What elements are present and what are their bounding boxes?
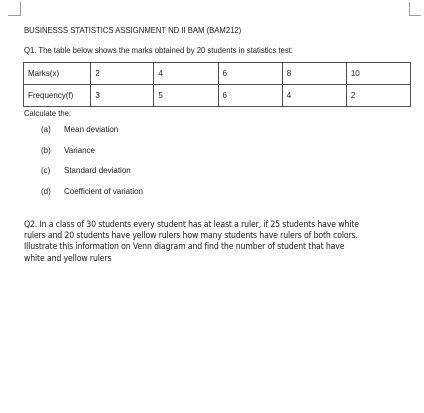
list-item-text: Mean deviation xyxy=(64,125,119,134)
table-cell: 10 xyxy=(346,63,410,85)
table-cell: 3 xyxy=(91,85,154,107)
marks-frequency-table xyxy=(23,62,411,107)
table-cell: 5 xyxy=(154,85,218,107)
paragraph-line: white and yellow rulers xyxy=(24,252,112,263)
table-row-frequency xyxy=(24,85,411,107)
task-list xyxy=(24,125,420,197)
table-cell: 6 xyxy=(218,85,282,107)
table-cell: 2 xyxy=(91,63,154,85)
crop-mark-top-left xyxy=(8,2,21,16)
list-item xyxy=(24,187,420,197)
table-cell: 8 xyxy=(282,63,346,85)
list-item-text: Coefficient of variation xyxy=(64,186,144,196)
list-item xyxy=(24,166,420,176)
list-item xyxy=(24,146,420,156)
calculate-instruction: Calculate the: xyxy=(24,109,72,118)
paragraph-line: Illustrate this information on Venn diagram and find the number of student that have xyxy=(24,241,345,252)
list-item xyxy=(24,125,420,135)
list-item-text: Standard deviation xyxy=(64,166,131,175)
list-item-text: Variance xyxy=(64,145,95,155)
table-row-marks xyxy=(24,63,411,85)
table-row-label: Marks(x) xyxy=(24,63,91,85)
paragraph-line: Q2. In a class of 30 students every student has at least a ruler, if 25 students have white xyxy=(24,219,359,229)
crop-mark-top-right xyxy=(409,2,421,16)
paragraph-line: rulers and 20 students have yellow rulers how many students have rulers of both colors. xyxy=(24,230,358,241)
page-body xyxy=(24,25,420,263)
question-2-paragraph xyxy=(24,219,394,264)
list-marker: (b) xyxy=(41,145,51,155)
table-cell: 2 xyxy=(346,85,410,107)
list-marker: (c) xyxy=(41,166,51,175)
document-header: BUSINESSS STATISTICS ASSIGNMENT ND II BAM (BAM212) xyxy=(24,26,242,35)
table-cell: 6 xyxy=(218,63,282,85)
list-marker: (a) xyxy=(41,125,51,134)
list-marker: (d) xyxy=(41,186,51,196)
question-1-prompt: Q1. The table below shows the marks obtained by 20 students in statistics test: xyxy=(24,46,293,55)
table-cell: 4 xyxy=(282,85,346,107)
table-row-label: Frequency(f) xyxy=(24,85,91,107)
table-cell: 4 xyxy=(154,63,218,85)
